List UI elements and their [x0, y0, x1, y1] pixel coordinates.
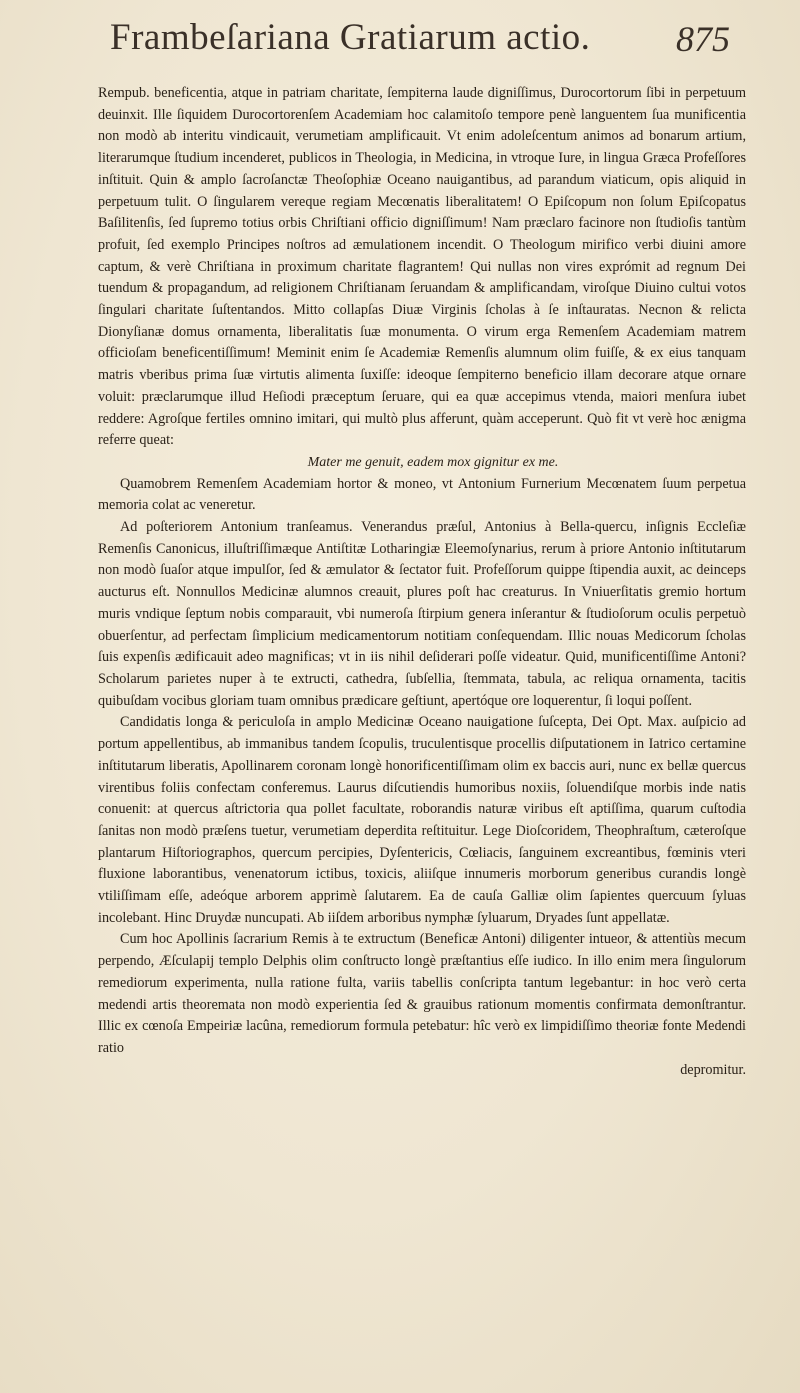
running-title: Frambeſariana Gratiarum actio. — [110, 17, 591, 58]
motto-line: Mater me genuit, eadem mox gignitur ex me. — [307, 454, 559, 470]
paragraph: Rempub. beneficentia, atque in patriam charitate, ſempiterna laude digniſſimus, Durocortorum ſibi in perpetuum deuinxit. Ille ſiquidem Durocortorenſem Academiam hoc calamitoſo tempore penè languentem ſua munificentia non modò ab interitu vindicauit, verumetiam amplificauit. Vt enim adoleſcentum animos ad bonarum artium, literarumque ſtudium incenderet, publicos in Theologia, in Medicina, in vtroque Iure, in lingua Græca Profeſſores inſtituit. Quin & amplo ſacroſanctæ Theoſophiæ Oceano nauigantibus, ad parandum viaticum, opis aliquid in perpetuum tulit. O ſingularem vereque regiam Mecœnatis liberalitatem! O Epiſcopum non ſolum Epiſcopatus Baſilitenſis, ſed ſupremo totius orbis Chriſtiani officio digniſſimum! Nam præclaro facinore non ſtudioſis tantùm profuit, ſed exemplo Principes noſtros ad æmulationem incendit. O Theologum mirifico verbi diuini amore captum, & verè Chriſtiana in proximum charitate flagrantem! Qui nullas non vires exprómit ad regnum Dei tuendum & propagandum, ad religionem Chriſtianam ſeruandam & amplificandam, viroſque Diuino cultui votos ſingulari charitate ſuſtentandos. Mitto collapſas Diuæ Virginis ſcholas à ſe inſtauratas. Necnon & relicta Dionyſianæ domus ornamenta, liberalitatis ſuæ monumenta. O virum erga Remenſem Academiam matrem officioſam beneficentiſſimum! Meminit enim ſe Academiæ Remenſis alumnum olim fuiſſe, & ex eius tanquam matris vberibus prima ſuæ virtutis alimenta ſuxiſſe: ideoque ſempiterno beneficio illam decorare atque ornare voluit: præclarumque illud Heſiodi præceptum ſeruare, qui ea quæ accepimus vtenda, maiori menſura iubet reddere: Agroſque fertiles omnino imitari, qui multò plus afferunt, quàm acceperunt. Quò fit vt verè hoc ænigma referre queat: — [98, 85, 746, 449]
paragraph: Cum hoc Apollinis ſacrarium Remis à te extructum (Beneficæ Antoni) diligenter intueor, & attentiùs mecum perpendo, Æſculapij templo Delphis olim conſtructo longè præſtantius eſſe iudico. In illo enim mera ſingulorum remediorum experimenta, nulla ratione fulta, variis tabellis conſcripta tantum legebantur: in hoc verò certa medendi artis theoremata non modò experientia ſed & grauibus rationum momentis confirmata demonſtrantur. Illic ex cœnoſa Empeiriæ lacûna, remediorum formula petebatur: hîc verò ex limpidiſſimo theoriæ fonte Medendi ratio — [98, 931, 746, 1056]
body-text — [98, 83, 746, 1081]
page-number: 875 — [676, 19, 730, 59]
page-header — [110, 16, 730, 76]
paragraph: Quamobrem Remenſem Academiam hortor & moneo, vt Antonium Furnerium Mecœnatem ſuum perpetua memoria colat ac veneretur. — [98, 475, 746, 514]
paragraph: Ad poſteriorem Antonium tranſeamus. Venerandus præſul, Antonius à Bella-quercu, inſignis Eccleſiæ Remenſis Canonicus, illuſtriſſimæque Antiſtitæ Lotharingiæ Eleemoſynarius, rerum à priore Antonio inſtitutarum non modò ſuaſor atque impulſor, ſed & æmulator & ſectator fuit. Profeſſorum quippe ſtipendia auxit, ac deinceps aucturus eſt. Nonnullos Medicinæ alumnos creauit, plures poſt hac creaturus. In Vniuerſitatis gremio hortum muris vndique ſeptum nobis comparauit, vbi numeroſa ſtirpium genera inſerantur & ſtudioſorum oculis perpetuò obuerſentur, ad perfectam ſimplicium medicamentorum notitiam conſequendam. Illic nouas Medicorum ſcholas ſuis expenſis ædificauit adeo magnificas; vt in iis nihil deſiderari poſſe videatur. Quid, munificentiſſime Antoni? Scholarum parietes nuper à te extructi, cathedra, ſubſellia, ſtemmata, tabula, ac reliqua ornamenta, tacitis quibuſdam vocibus gloriam tuam omnibus prædicare geſtiunt, apertóque ore loquerentur, ſi loqui poſſent. — [98, 519, 746, 709]
paragraph: Candidatis longa & periculoſa in amplo Medicinæ Oceano nauigatione ſuſcepta, Dei Opt. Max. auſpicio ad portum appellentibus, ab immanibus tandem ſcopulis, truculentisque procellis diſputationem in Iatrico certamine inſtitutarum liberatis, Apollinarem coronam longè honorificentiſſimam olim ex baccis auri, nunc ex bellæ quercus virentibus foliis confectam conferemus. Laurus diſcutiendis humoribus noxiis, ſoluendiſque morbis inde natis conuenit: at quercus aſtrictoria qua pollet facultate, roborandis naturæ viribus eſt aptiſſima, quarum cuſtodia ſanitas non modò præſens tuetur, verumetiam deperdita reſtituitur. Lege Dioſcoridem, Theophraſtum, cæteroſque plantarum Hiſtoriographos, quercum percipies, Dyſentericis, Cœliacis, ſanguinem excreantibus, fœminis vteri fluxione laborantibus, venenatorum ictibus, toxicis, aliiſque innumeris morborum generibus curandis longè vtiliſſimam eſſe, adeóque arborem apprimè ſalutarem. Ea de cauſa Galliæ olim ſapientes quercuum ſyluas incolebant. Hinc Druydæ nuncupati. Ab iiſdem arboribus nymphæ ſyluarum, Dryades ſunt appellatæ. — [98, 714, 746, 926]
catchword: depromitur. — [680, 1061, 746, 1078]
